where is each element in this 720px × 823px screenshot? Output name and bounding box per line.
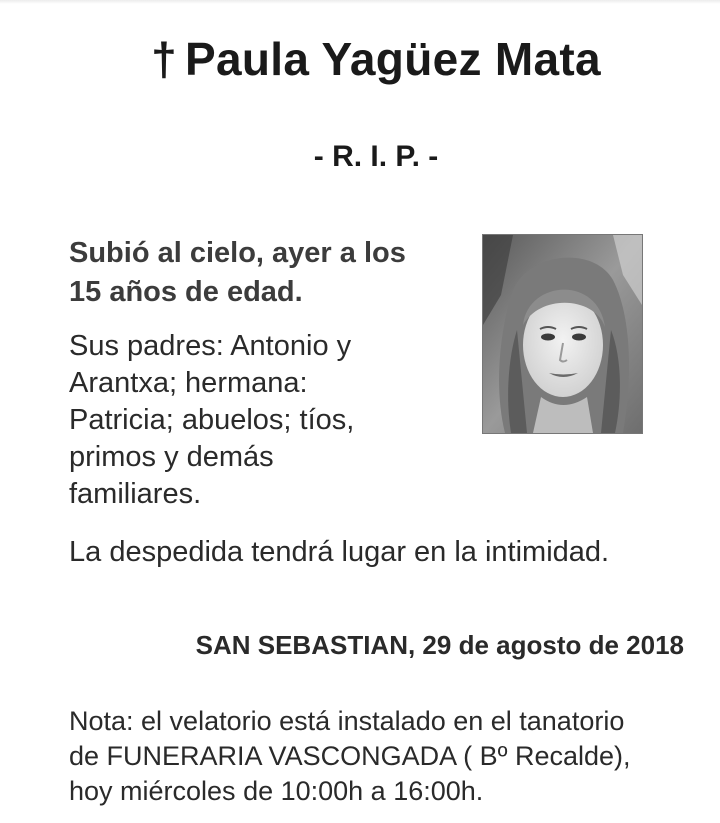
lead-line: 15 años de edad. [69,276,303,308]
deceased-name: Paula Yagüez Mata [185,33,601,85]
lead-line: Subió al cielo, ayer a los [69,237,406,269]
top-divider [0,0,720,4]
note-line: de FUNERARIA VASCONGADA ( Bº Recalde), [69,741,631,771]
note-line: Nota: el velatorio está instalado en el tanatorio [69,706,625,736]
rip-heading: - R. I. P. - [313,140,439,173]
lead-text [69,234,429,312]
portrait-photo [482,234,643,434]
note-line: hoy miércoles de 10:00h a 16:00h. [69,776,484,806]
family-text: Sus padres: Antonio y Arantxa; hermana: Patricia; abuelos; tíos, primos y demás familiares. [69,330,355,510]
cross-icon: † [151,33,177,85]
obituary-title [0,32,720,86]
farewell-text: La despedida tendrá lugar en la intimidad. [69,536,610,568]
wake-note [69,704,689,809]
portrait-image [483,235,642,433]
place-date: SAN SEBASTIAN, 29 de agosto de 2018 [195,630,684,660]
